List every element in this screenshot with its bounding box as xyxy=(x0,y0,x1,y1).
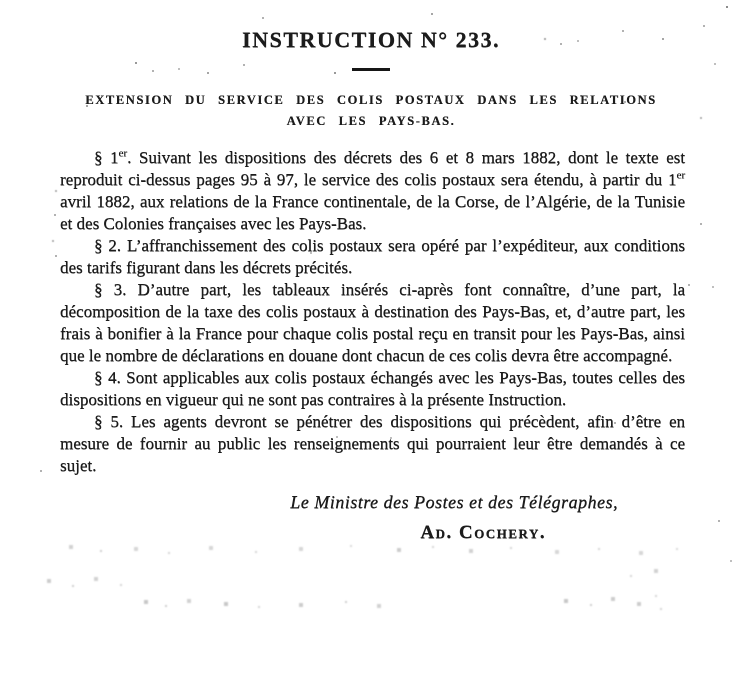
subject-heading-line-2: AVEC LES PAYS-BAS. xyxy=(286,114,456,128)
scan-noise-specks xyxy=(0,0,2,2)
signature-name: Ad. Cochery. xyxy=(420,522,546,543)
paragraph-1: § 1er. Suivant les dispositions des décrets des 6 et 8 mars 1882, dont le texte est reproduit ci-dessus pages 95 à 97, le service des colis postaux sera étendu, à partir du 1er avril 1882, aux relations de la France continentale, de la Corse, de l’Algérie, de la Tunisie et des Colonies françaises avec les Pays-Bas. xyxy=(60,147,685,233)
page-title: INSTRUCTION N° 233. xyxy=(242,27,500,52)
paragraph-5: § 5. Les agents devront se pénétrer des dispositions qui précèdent, afin d’être en mesure de fournir au public les renseignements qui pourraient leur être demandés à ce sujet. xyxy=(60,412,685,475)
document-body xyxy=(60,147,685,477)
subject-heading-line-1: EXTENSION DU SERVICE DES COLIS POSTAUX DANS LES RELATIONS xyxy=(85,93,657,107)
scan-noise-showthrough xyxy=(0,0,2,2)
title-divider-rule xyxy=(352,68,390,71)
subject-heading xyxy=(51,90,691,132)
paragraph-3: § 3. D’autre part, les tableaux insérés ci-après font connaître, d’une part, la décomposition de la taxe des colis postaux à destination des Pays-Bas, et, d’autre part, les frais à bonifier à la France pour chaque colis postal reçu en transit pour les Pays-Bas, ainsi que le nombre de déclarations en douane dont chacun de ces colis devra être accompagné. xyxy=(60,280,685,365)
paragraph-4: § 4. Sont applicables aux colis postaux échangés avec les Pays-Bas, toutes celles des dispositions en vigueur qui ne sont pas contraires à la présente Instruction. xyxy=(60,368,685,409)
paragraph-2: § 2. L’affranchissement des colis postaux sera opéré par l’expéditeur, aux conditions des tarifs figurant dans les décrets précités. xyxy=(60,236,685,277)
signature-role: Le Ministre des Postes et des Télégraphes, xyxy=(290,492,618,512)
